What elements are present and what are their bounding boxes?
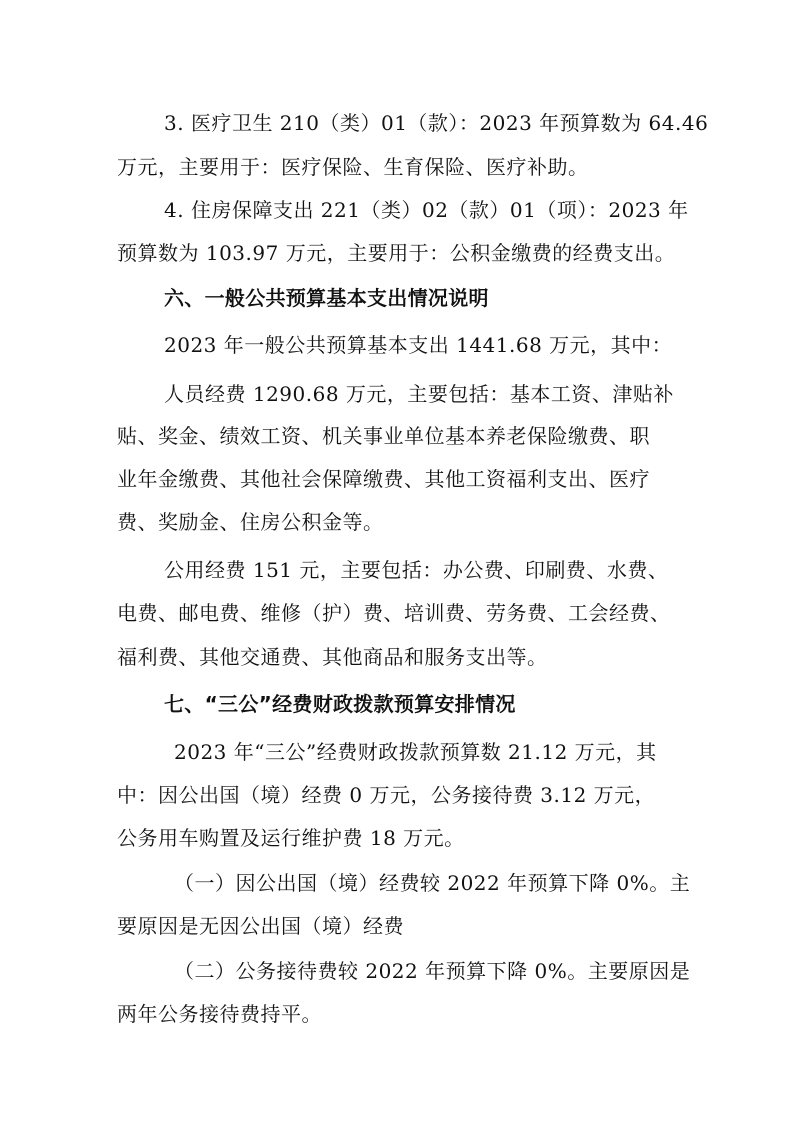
public-expense-line-3: 福利费、其他交通费、其他商品和服务支出等。 bbox=[117, 645, 548, 669]
personnel-expense-line-2: 贴、奖金、绩效工资、机关事业单位基本养老保险缴费、职 bbox=[117, 424, 650, 448]
item-1-line-2: 要原因是无因公出国（境）经费 bbox=[117, 914, 404, 938]
item-2-line-2: 两年公务接待费持平。 bbox=[117, 1002, 322, 1026]
paragraph-3-line-2: 万元，主要用于：医疗保险、生育保险、医疗补助。 bbox=[117, 155, 589, 179]
public-expense-line-1: 公用经费 151 元，主要包括：办公费、印刷费、水费、 bbox=[164, 558, 669, 582]
section-heading-6: 六、一般公共预算基本支出情况说明 bbox=[164, 286, 489, 310]
section-heading-7: 七、“三公”经费财政拨款预算安排情况 bbox=[164, 692, 516, 716]
paragraph-3-line-1: 3. 医疗卫生 210（类）01（款）：2023 年预算数为 64.46 bbox=[164, 111, 709, 135]
personnel-expense-line-4: 费、奖励金、住房公积金等。 bbox=[117, 510, 384, 534]
three-public-line-2: 中：因公出国（境）经费 0 万元，公务接待费 3.12 万元， bbox=[117, 783, 656, 807]
basic-expense-summary: 2023 年一般公共预算基本支出 1441.68 万元，其中： bbox=[164, 333, 673, 357]
paragraph-4-line-1: 4. 住房保障支出 221（类）02（款）01（项）：2023 年 bbox=[164, 198, 689, 222]
three-public-line-1: 2023 年“三公”经费财政拨款预算数 21.12 万元，其 bbox=[174, 740, 657, 764]
personnel-expense-line-1: 人员经费 1290.68 万元，主要包括：基本工资、津贴补 bbox=[164, 382, 674, 406]
personnel-expense-line-3: 业年金缴费、其他社会保障缴费、其他工资福利支出、医疗 bbox=[117, 467, 650, 491]
item-1-line-1: （一）因公出国（境）经费较 2022 年预算下降 0%。主 bbox=[174, 871, 691, 895]
public-expense-line-2: 电费、邮电费、维修（护）费、培训费、劳务费、工会经费、 bbox=[117, 601, 671, 625]
paragraph-4-line-2: 预算数为 103.97 万元，主要用于：公积金缴费的经费支出。 bbox=[117, 241, 676, 265]
item-2-line-1: （二）公务接待费较 2022 年预算下降 0%。主要原因是 bbox=[174, 959, 691, 983]
three-public-line-3: 公务用车购置及运行维护费 18 万元。 bbox=[117, 826, 465, 850]
